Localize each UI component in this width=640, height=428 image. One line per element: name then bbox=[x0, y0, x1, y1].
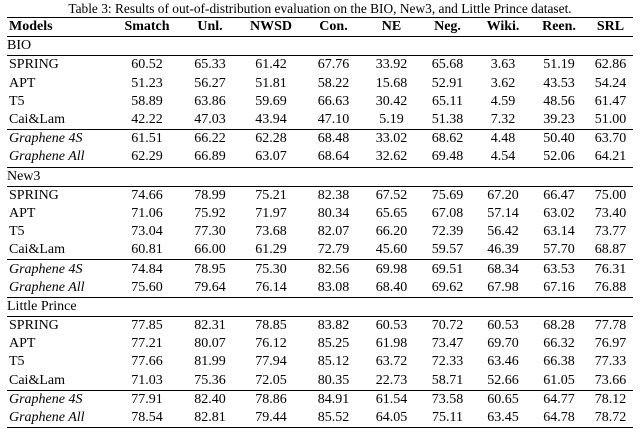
column-header-models: Models bbox=[7, 18, 113, 37]
score-cell: 78.86 bbox=[239, 390, 303, 409]
score-cell: 39.23 bbox=[543, 112, 575, 128]
score-cell: 66.32 bbox=[543, 336, 575, 352]
column-header-srl: SRL bbox=[588, 18, 633, 37]
table-row bbox=[7, 93, 633, 111]
score-cell: 60.81 bbox=[131, 242, 163, 258]
score-cell: 83.82 bbox=[303, 317, 364, 336]
score-cell: 68.48 bbox=[303, 130, 364, 149]
score-cell: 68.40 bbox=[375, 279, 408, 295]
table-row bbox=[7, 223, 633, 241]
score-cell: 75.60 bbox=[131, 279, 163, 295]
score-cell: 82.38 bbox=[303, 186, 364, 205]
score-cell: 69.62 bbox=[431, 279, 464, 295]
score-cell: 83.08 bbox=[317, 279, 350, 295]
score-cell: 82.81 bbox=[181, 409, 239, 428]
section-header-row bbox=[7, 167, 633, 186]
model-name-cell: SPRING bbox=[7, 317, 113, 336]
score-cell: 60.53 bbox=[476, 317, 530, 336]
score-cell: 60.53 bbox=[364, 317, 419, 336]
score-cell: 61.05 bbox=[543, 372, 575, 388]
score-cell: 82.40 bbox=[181, 390, 239, 409]
score-cell: 82.31 bbox=[181, 317, 239, 336]
table-caption: Table 3: Results of out-of-distribution evaluation on the BIO, New3, and Little Prince dataset. bbox=[68, 1, 572, 16]
score-cell: 68.64 bbox=[317, 149, 350, 165]
score-cell: 66.47 bbox=[530, 186, 588, 205]
column-header-ne: NE bbox=[364, 18, 419, 37]
score-cell: 75.69 bbox=[419, 186, 476, 205]
score-cell: 76.31 bbox=[588, 260, 633, 279]
model-name-cell: Cai&Lam bbox=[9, 372, 65, 388]
column-header-reen: Reen. bbox=[530, 18, 588, 37]
table-row bbox=[7, 111, 633, 130]
score-cell: 42.22 bbox=[131, 112, 163, 128]
table-row bbox=[7, 75, 633, 93]
score-cell: 78.12 bbox=[588, 390, 633, 409]
score-cell: 58.22 bbox=[317, 75, 350, 91]
score-cell: 71.97 bbox=[255, 205, 287, 221]
table-row bbox=[7, 353, 633, 371]
model-name-cell: Cai&Lam bbox=[9, 112, 65, 128]
score-cell: 15.68 bbox=[375, 75, 408, 91]
score-cell: 77.21 bbox=[131, 336, 163, 352]
table-row bbox=[7, 317, 633, 336]
model-name-cell: T5 bbox=[9, 93, 25, 109]
score-cell: 64.78 bbox=[530, 409, 588, 428]
score-cell: 73.58 bbox=[419, 390, 476, 409]
table-row bbox=[7, 279, 633, 298]
score-cell: 46.39 bbox=[487, 242, 519, 258]
score-cell: 43.53 bbox=[543, 75, 575, 91]
score-cell: 63.53 bbox=[530, 260, 588, 279]
score-cell: 4.59 bbox=[490, 93, 516, 109]
column-header-unl: Unl. bbox=[181, 18, 239, 37]
score-cell: 75.21 bbox=[239, 186, 303, 205]
results-table bbox=[7, 17, 633, 428]
score-cell: 56.42 bbox=[487, 224, 519, 240]
score-cell: 70.72 bbox=[419, 317, 476, 336]
header-row bbox=[7, 18, 633, 37]
score-cell: 62.86 bbox=[588, 56, 633, 75]
score-cell: 76.12 bbox=[255, 336, 287, 352]
score-cell: 62.28 bbox=[239, 130, 303, 149]
score-cell: 68.87 bbox=[594, 242, 627, 258]
score-cell: 82.07 bbox=[317, 224, 350, 240]
section-title: Little Prince bbox=[7, 297, 633, 316]
score-cell: 75.92 bbox=[194, 205, 226, 221]
score-cell: 22.73 bbox=[375, 372, 408, 388]
section-title: BIO bbox=[7, 37, 633, 56]
column-header-neg: Neg. bbox=[419, 18, 476, 37]
score-cell: 54.24 bbox=[594, 75, 627, 91]
score-cell: 47.10 bbox=[317, 112, 350, 128]
table-row bbox=[7, 148, 633, 167]
score-cell: 77.66 bbox=[131, 354, 163, 370]
score-cell: 50.40 bbox=[530, 130, 588, 149]
score-cell: 75.11 bbox=[419, 409, 476, 428]
model-name-cell: Cai&Lam bbox=[9, 242, 65, 258]
model-name-cell: Graphene All bbox=[9, 149, 85, 165]
score-cell: 73.04 bbox=[131, 224, 163, 240]
score-cell: 67.20 bbox=[476, 186, 530, 205]
score-cell: 63.70 bbox=[588, 130, 633, 149]
score-cell: 51.38 bbox=[431, 112, 464, 128]
score-cell: 4.54 bbox=[490, 149, 516, 165]
score-cell: 63.86 bbox=[194, 93, 226, 109]
score-cell: 76.14 bbox=[255, 279, 287, 295]
model-name-cell: Graphene 4S bbox=[7, 260, 113, 279]
table-row bbox=[7, 335, 633, 353]
score-cell: 52.66 bbox=[487, 372, 519, 388]
score-cell: 73.68 bbox=[255, 224, 287, 240]
score-cell: 63.45 bbox=[476, 409, 530, 428]
score-cell: 51.23 bbox=[131, 75, 163, 91]
score-cell: 71.06 bbox=[131, 205, 163, 221]
score-cell: 73.40 bbox=[594, 205, 627, 221]
score-cell: 61.98 bbox=[375, 336, 408, 352]
score-cell: 56.27 bbox=[194, 75, 226, 91]
model-name-cell: SPRING bbox=[7, 56, 113, 75]
score-cell: 32.62 bbox=[375, 149, 408, 165]
score-cell: 61.54 bbox=[364, 390, 419, 409]
score-cell: 57.70 bbox=[543, 242, 575, 258]
score-cell: 57.14 bbox=[487, 205, 519, 221]
score-cell: 78.95 bbox=[181, 260, 239, 279]
score-cell: 68.62 bbox=[419, 130, 476, 149]
score-cell: 73.66 bbox=[594, 372, 627, 388]
model-name-cell: Graphene 4S bbox=[7, 130, 113, 149]
score-cell: 80.35 bbox=[317, 372, 350, 388]
score-cell: 77.33 bbox=[594, 354, 627, 370]
score-cell: 72.05 bbox=[255, 372, 287, 388]
column-header-smatch: Smatch bbox=[113, 18, 181, 37]
score-cell: 66.22 bbox=[181, 130, 239, 149]
score-cell: 74.66 bbox=[113, 186, 181, 205]
score-cell: 80.07 bbox=[194, 336, 226, 352]
score-cell: 77.85 bbox=[113, 317, 181, 336]
score-cell: 52.06 bbox=[543, 149, 575, 165]
score-cell: 66.89 bbox=[194, 149, 226, 165]
score-cell: 78.72 bbox=[588, 409, 633, 428]
score-cell: 60.52 bbox=[113, 56, 181, 75]
score-cell: 3.63 bbox=[476, 56, 530, 75]
score-cell: 78.54 bbox=[113, 409, 181, 428]
table-row bbox=[7, 130, 633, 149]
score-cell: 76.88 bbox=[594, 279, 627, 295]
score-cell: 64.21 bbox=[594, 149, 627, 165]
score-cell: 63.14 bbox=[543, 224, 575, 240]
score-cell: 67.98 bbox=[487, 279, 519, 295]
score-cell: 79.44 bbox=[239, 409, 303, 428]
score-cell: 68.28 bbox=[530, 317, 588, 336]
score-cell: 63.46 bbox=[487, 354, 519, 370]
score-cell: 51.81 bbox=[255, 75, 287, 91]
score-cell: 52.91 bbox=[431, 75, 464, 91]
score-cell: 77.78 bbox=[588, 317, 633, 336]
score-cell: 64.77 bbox=[530, 390, 588, 409]
model-name-cell: T5 bbox=[9, 354, 25, 370]
model-name-cell: Graphene 4S bbox=[7, 390, 113, 409]
score-cell: 66.63 bbox=[317, 93, 350, 109]
score-cell: 30.42 bbox=[375, 93, 408, 109]
score-cell: 5.19 bbox=[379, 112, 404, 128]
score-cell: 74.84 bbox=[113, 260, 181, 279]
score-cell: 48.56 bbox=[543, 93, 575, 109]
model-name-cell: Graphene All bbox=[7, 409, 113, 428]
score-cell: 58.89 bbox=[131, 93, 163, 109]
score-cell: 80.34 bbox=[317, 205, 350, 221]
table-row bbox=[7, 205, 633, 223]
score-cell: 84.91 bbox=[303, 390, 364, 409]
score-cell: 85.52 bbox=[303, 409, 364, 428]
table-row bbox=[7, 241, 633, 260]
score-cell: 69.51 bbox=[419, 260, 476, 279]
score-cell: 85.12 bbox=[317, 354, 350, 370]
score-cell: 77.30 bbox=[194, 224, 226, 240]
score-cell: 63.07 bbox=[255, 149, 287, 165]
model-name-cell: APT bbox=[9, 75, 36, 91]
score-cell: 64.05 bbox=[364, 409, 419, 428]
score-cell: 65.11 bbox=[432, 93, 463, 109]
score-cell: 75.36 bbox=[194, 372, 226, 388]
score-cell: 75.30 bbox=[239, 260, 303, 279]
score-cell: 72.33 bbox=[431, 354, 464, 370]
score-cell: 75.00 bbox=[588, 186, 633, 205]
table-row bbox=[7, 390, 633, 409]
score-cell: 61.42 bbox=[239, 56, 303, 75]
score-cell: 76.97 bbox=[594, 336, 627, 352]
score-cell: 33.92 bbox=[364, 56, 419, 75]
model-name-cell: APT bbox=[9, 336, 36, 352]
model-name-cell: Graphene All bbox=[9, 279, 85, 295]
score-cell: 4.48 bbox=[476, 130, 530, 149]
score-cell: 67.08 bbox=[431, 205, 464, 221]
score-cell: 51.00 bbox=[594, 112, 627, 128]
score-cell: 66.38 bbox=[543, 354, 575, 370]
section-header-row bbox=[7, 297, 633, 316]
score-cell: 63.72 bbox=[375, 354, 408, 370]
score-cell: 77.94 bbox=[255, 354, 287, 370]
score-cell: 67.52 bbox=[364, 186, 419, 205]
score-cell: 73.47 bbox=[431, 336, 464, 352]
score-cell: 63.02 bbox=[543, 205, 575, 221]
score-cell: 72.39 bbox=[431, 224, 464, 240]
score-cell: 68.34 bbox=[476, 260, 530, 279]
score-cell: 51.19 bbox=[530, 56, 588, 75]
score-cell: 77.91 bbox=[113, 390, 181, 409]
score-cell: 65.68 bbox=[419, 56, 476, 75]
column-header-nwsd: NWSD bbox=[239, 18, 303, 37]
score-cell: 60.65 bbox=[476, 390, 530, 409]
model-name-cell: APT bbox=[9, 205, 36, 221]
score-cell: 65.33 bbox=[181, 56, 239, 75]
score-cell: 61.47 bbox=[594, 93, 627, 109]
score-cell: 69.98 bbox=[364, 260, 419, 279]
score-cell: 47.03 bbox=[194, 112, 226, 128]
score-cell: 78.85 bbox=[239, 317, 303, 336]
score-cell: 85.25 bbox=[317, 336, 350, 352]
table-row bbox=[7, 186, 633, 205]
table-row bbox=[7, 56, 633, 75]
score-cell: 61.29 bbox=[255, 242, 287, 258]
score-cell: 81.99 bbox=[194, 354, 226, 370]
score-cell: 59.69 bbox=[255, 93, 287, 109]
column-header-con: Con. bbox=[303, 18, 364, 37]
score-cell: 71.03 bbox=[131, 372, 163, 388]
score-cell: 73.77 bbox=[594, 224, 627, 240]
score-cell: 62.29 bbox=[131, 149, 163, 165]
column-header-wiki: Wiki. bbox=[476, 18, 530, 37]
table-row bbox=[7, 260, 633, 279]
score-cell: 33.02 bbox=[364, 130, 419, 149]
score-cell: 69.48 bbox=[431, 149, 464, 165]
score-cell: 67.16 bbox=[543, 279, 575, 295]
score-cell: 66.00 bbox=[194, 242, 226, 258]
score-cell: 45.60 bbox=[375, 242, 408, 258]
section-header-row bbox=[7, 37, 633, 56]
score-cell: 67.76 bbox=[303, 56, 364, 75]
score-cell: 66.20 bbox=[375, 224, 408, 240]
score-cell: 58.71 bbox=[431, 372, 464, 388]
score-cell: 82.56 bbox=[303, 260, 364, 279]
section-title: New3 bbox=[7, 167, 633, 186]
score-cell: 43.94 bbox=[255, 112, 287, 128]
model-name-cell: SPRING bbox=[7, 186, 113, 205]
score-cell: 7.32 bbox=[490, 112, 516, 128]
score-cell: 65.65 bbox=[375, 205, 408, 221]
score-cell: 79.64 bbox=[194, 279, 226, 295]
score-cell: 69.70 bbox=[487, 336, 519, 352]
table-row bbox=[7, 372, 633, 391]
table-body bbox=[7, 37, 633, 428]
score-cell: 61.51 bbox=[113, 130, 181, 149]
score-cell: 59.57 bbox=[431, 242, 464, 258]
table-row bbox=[7, 409, 633, 428]
model-name-cell: T5 bbox=[9, 224, 25, 240]
score-cell: 3.62 bbox=[490, 75, 516, 91]
score-cell: 72.79 bbox=[317, 242, 350, 258]
score-cell: 78.99 bbox=[181, 186, 239, 205]
